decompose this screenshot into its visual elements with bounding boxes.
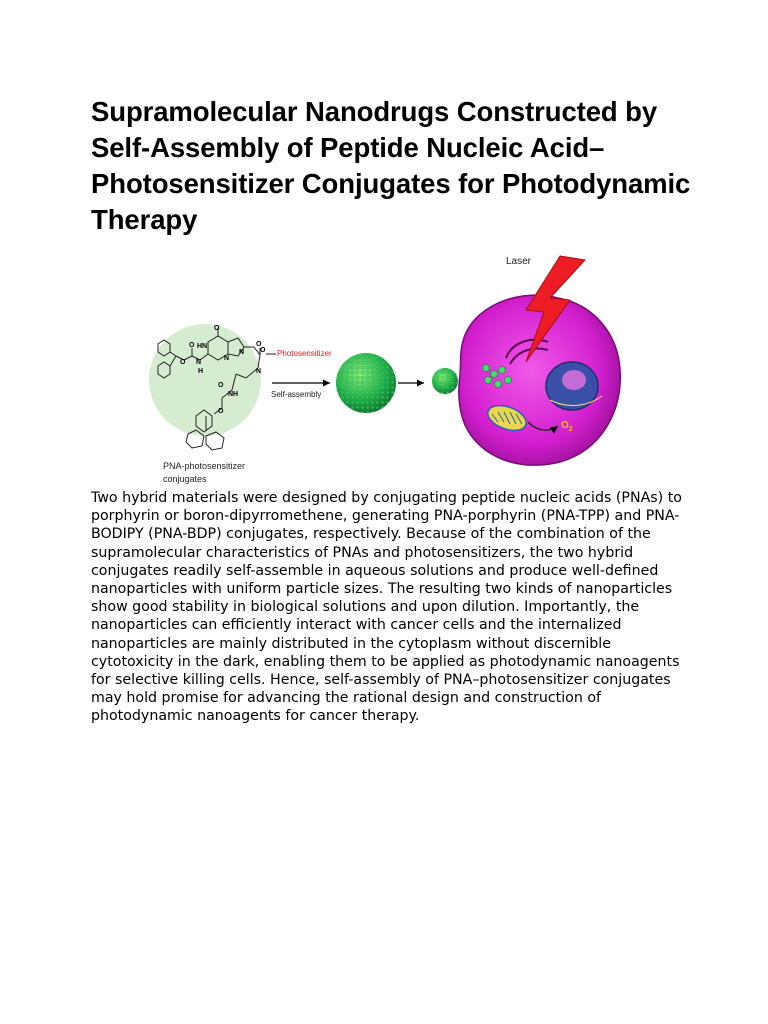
self-assembly-label: Self-assembly bbox=[271, 390, 322, 399]
atom-label: O bbox=[218, 382, 224, 389]
graphical-abstract-figure bbox=[140, 250, 630, 490]
atom-label: O bbox=[256, 341, 262, 348]
oxygen-symbol: O bbox=[561, 420, 569, 431]
conjugate-label-line1: PNA-photosensitizer bbox=[163, 461, 246, 471]
atom-label: O bbox=[189, 342, 195, 349]
atom-label: N bbox=[256, 368, 262, 375]
atom-label: HN bbox=[197, 343, 208, 350]
photosensitizer-label: Photosensitizer bbox=[277, 349, 332, 358]
large-nanoparticle-texture bbox=[336, 353, 396, 413]
atom-label: O bbox=[260, 347, 266, 354]
laser-label: Laser bbox=[506, 256, 532, 267]
atom-label: O bbox=[214, 325, 220, 332]
atom-label: N bbox=[224, 355, 230, 362]
atom-label: O bbox=[180, 359, 186, 366]
atom-label: N bbox=[196, 359, 202, 366]
page-title: Supramolecular Nanodrugs Constructed by Self-Assembly of Peptide Nucleic Acid–Photosensitizer Conjugates for Photodynamic Therapy bbox=[91, 96, 691, 235]
abstract-text: Two hybrid materials were designed by conjugating peptide nucleic acids (PNAs) to porphyrin or boron-dipyrromethene, generating PNA-porphyrin (PNA-TPP) and PNA-BODIPY (PNA-BDP) conjugates, respectively. Because of the combination of the supramolecular characteristics of PNAs and photosensitizers, the two hybrid conjugates readily self-assemble in aqueous solutions and produce well-defined nanoparticles with uniform particle sizes. The resulting two kinds of nanoparticles show good stability in biological solutions and upon dilution. Importantly, the nanoparticles can efficiently interact with cancer cells and the internalized nanoparticles are mainly distributed in the cytoplasm without discernible cytotoxicity in the dark, enabling them to be applied as photodynamic nanoagents for selective killing cells. Hence, self-assembly of PNA–photosensitizer conjugates may hold promise for advancing the rational design and construction of photodynamic nanoagents for cancer therapy. bbox=[91, 490, 682, 725]
small-nanoparticle-texture bbox=[432, 368, 458, 394]
atom-label: H bbox=[198, 368, 204, 375]
atom-label: N bbox=[239, 349, 245, 356]
oxygen-subscript: 2 bbox=[568, 426, 573, 433]
conjugate-label-line2: conjugates bbox=[163, 474, 207, 484]
atom-label: NH bbox=[228, 391, 239, 398]
atom-label: O bbox=[218, 408, 224, 415]
nucleolus bbox=[562, 370, 586, 390]
